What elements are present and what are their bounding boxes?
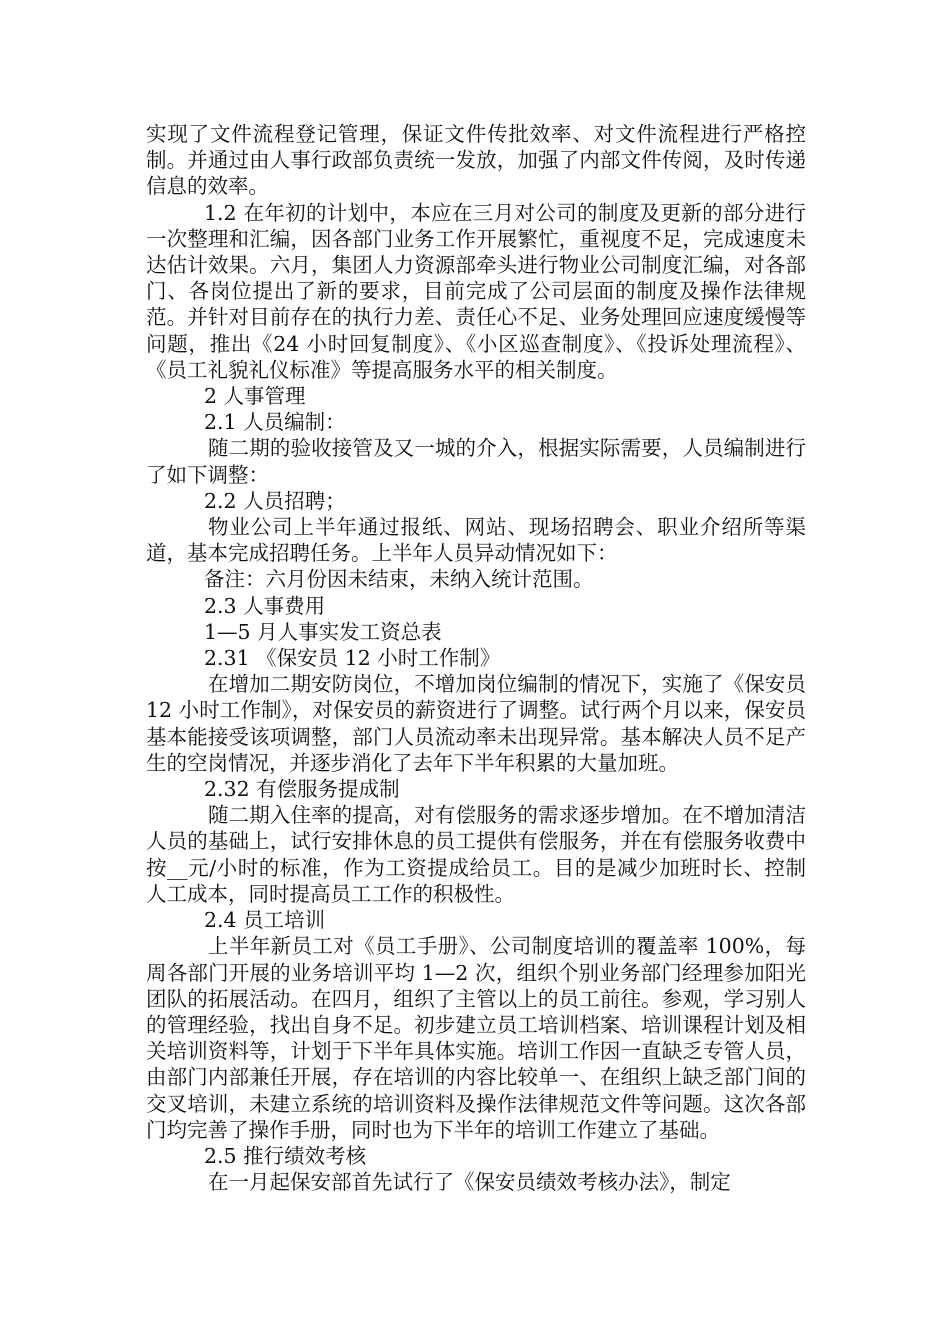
- heading-2-31-security-12h: 2.31 《保安员 12 小时工作制》: [204, 646, 501, 671]
- heading-2-32-paid-service: 2.32 有偿服务提成制: [204, 777, 400, 802]
- paragraph-security-12h: 在增加二期安防岗位，不增加岗位编制的情况下，实施了《保安员 12 小时工作制》，对保安员的薪资进行了调整。试行两个月以来，保安员基本能接受该项调整，部门人员流动率未出现异常。基本解决人员不足产生的空岗情况，并逐步消化了去年下半年积累的大量加班。: [146, 672, 806, 775]
- note-june: 备注：六月份因未结束，未纳入统计范围。: [204, 567, 594, 592]
- heading-2-hr-management: 2 人事管理: [204, 384, 306, 409]
- heading-2-1-staffing: 2.1 人员编制：: [204, 410, 346, 435]
- document-body: [146, 121, 806, 1195]
- paragraph-recruitment: 物业公司上半年通过报纸、网站、现场招聘会、职业介绍所等渠道，基本完成招聘任务。上半年人员异动情况如下：: [146, 515, 806, 566]
- heading-2-5-performance: 2.5 推行绩效考核: [204, 1143, 367, 1168]
- heading-2-4-training: 2.4 员工培训: [204, 908, 326, 933]
- heading-2-3-hr-costs: 2.3 人事费用: [204, 593, 326, 618]
- paragraph-performance: 在一月起保安部首先试行了《保安员绩效考核办法》，制定: [208, 1170, 731, 1195]
- paragraph-1-2-regulations: 1.2 在年初的计划中，本应在三月对公司的制度及更新的部分进行一次整理和汇编，因各部门业务工作开展繁忙，重视度不足，完成速度未达估计效果。六月，集团人力资源部牵头进行物业公司制度汇编，对各部门、各岗位提出了新的要求，目前完成了公司层面的制度及操作法律规范。并针对目前存在的执行力差、责任心不足、业务处理回应速度缓慢等问题，推出《24 小时回复制度》、《小区巡查制度》、《投诉处理流程》、《员工礼貌礼仪标准》等提高服务水平的相关制度。: [146, 200, 806, 382]
- paragraph-staffing-adjustment: 随二期的验收接管及又一城的介入，根据实际需要，人员编制进行了如下调整：: [146, 436, 806, 487]
- paragraph-paid-service: 随二期入住率的提高，对有偿服务的需求逐步增加。在不增加清洁人员的基础上，试行安排休息的员工提供有偿服务，并在有偿服务收费中按__元/小时的标准，作为工资提成给员工。目的是减少加班时长、控制人工成本，同时提高员工工作的积极性。: [146, 803, 806, 906]
- paragraph-training: 上半年新员工对《员工手册》、公司制度培训的覆盖率 100%，每周各部门开展的业务培训平均 1—2 次，组织个别业务部门经理参加阳光团队的拓展活动。在四月，组织了主管以上的员工前往。参观，学习别人的管理经验，找出自身不足。初步建立员工培训档案、培训课程计划及相关培训资料等，计划于下半年具体实施。培训工作因一直缺乏专管人员，由部门内部兼任开展，存在培训的内容比较单一、在组织上缺乏部门间的交叉培训，未建立系统的培训资料及操作法律规范文件等问题。这次各部门均完善了操作手册，同时也为下半年的培训工作建立了基础。: [146, 934, 806, 1142]
- caption-salary-table: 1—5 月人事实发工资总表: [204, 619, 442, 644]
- heading-2-2-recruitment: 2.2 人员招聘；: [204, 488, 346, 513]
- paragraph-file-flow: 实现了文件流程登记管理，保证文件传批效率、对文件流程进行严格控制。并通过由人事行政部负责统一发放，加强了内部文件传阅，及时传递信息的效率。: [146, 122, 806, 199]
